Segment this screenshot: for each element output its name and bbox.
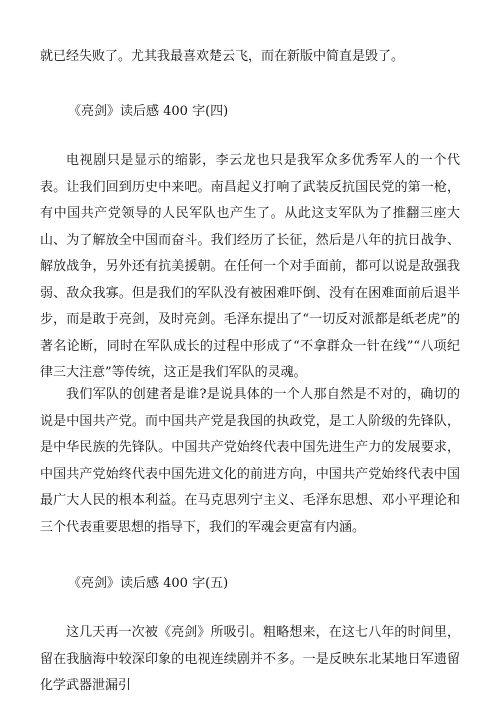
body-paragraph-3: 这几天再一次被《亮剑》所吸引。粗略想来，在这七八年的时间里，留在我脑海中较深印象的电视连续剧并不多。一是反映东北某地日军遗留化学武器泄漏引	[40, 625, 460, 693]
body-paragraph-1: 电视剧只是显示的缩影，李云龙也只是我军众多优秀军人的一个代表。让我们回到历史中来吧。南昌起义打响了武装反抗国民党的第一枪，有中国共产党领导的人民军队也产生了。从此这支军队为了推翻三座大山、为了解放全中国而奋斗。我们经历了长征，然后是八年的抗日战争、解放战争，另外还有抗美援朝。在任何一个对手面前，都可以说是敌强我弱、敌众我寡。但是我们的军队没有被困难吓倒、没有在困难面前后退半步，而是敢于亮剑，及时亮剑。毛泽东提出了“一切反对派都是纸老虎”的著名论断，同时在军队成长的过程中形成了“不拿群众一针在线”“八项纪律三大注意”等传统，这正是我们军队的灵魂。	[40, 153, 460, 380]
lead-paragraph: 就已经失败了。尤其我最喜欢楚云飞，而在新版中简直是毁了。	[40, 49, 405, 64]
section-heading-5: 《亮剑》读后感 400 字(五)	[68, 576, 229, 591]
body-paragraph-2: 我们军队的创建者是谁?是说具体的一个人那自然是不对的，确切的说是中国共产党。而中国共产党是我国的执政党，是工人阶级的先锋队，是中华民族的先锋队。中国共产党始终代表中国先进生产力的发展要求，中国共产党始终代表中国先进文化的前进方向，中国共产党始终代表中国最广大人民的根本利益。在马克思列宁主义、毛泽东思想、邓小平理论和三个代表重要思想的指导下，我们的军魂会更富有内涵。	[40, 387, 460, 535]
section-heading-4: 《亮剑》读后感 400 字(四)	[68, 104, 229, 119]
